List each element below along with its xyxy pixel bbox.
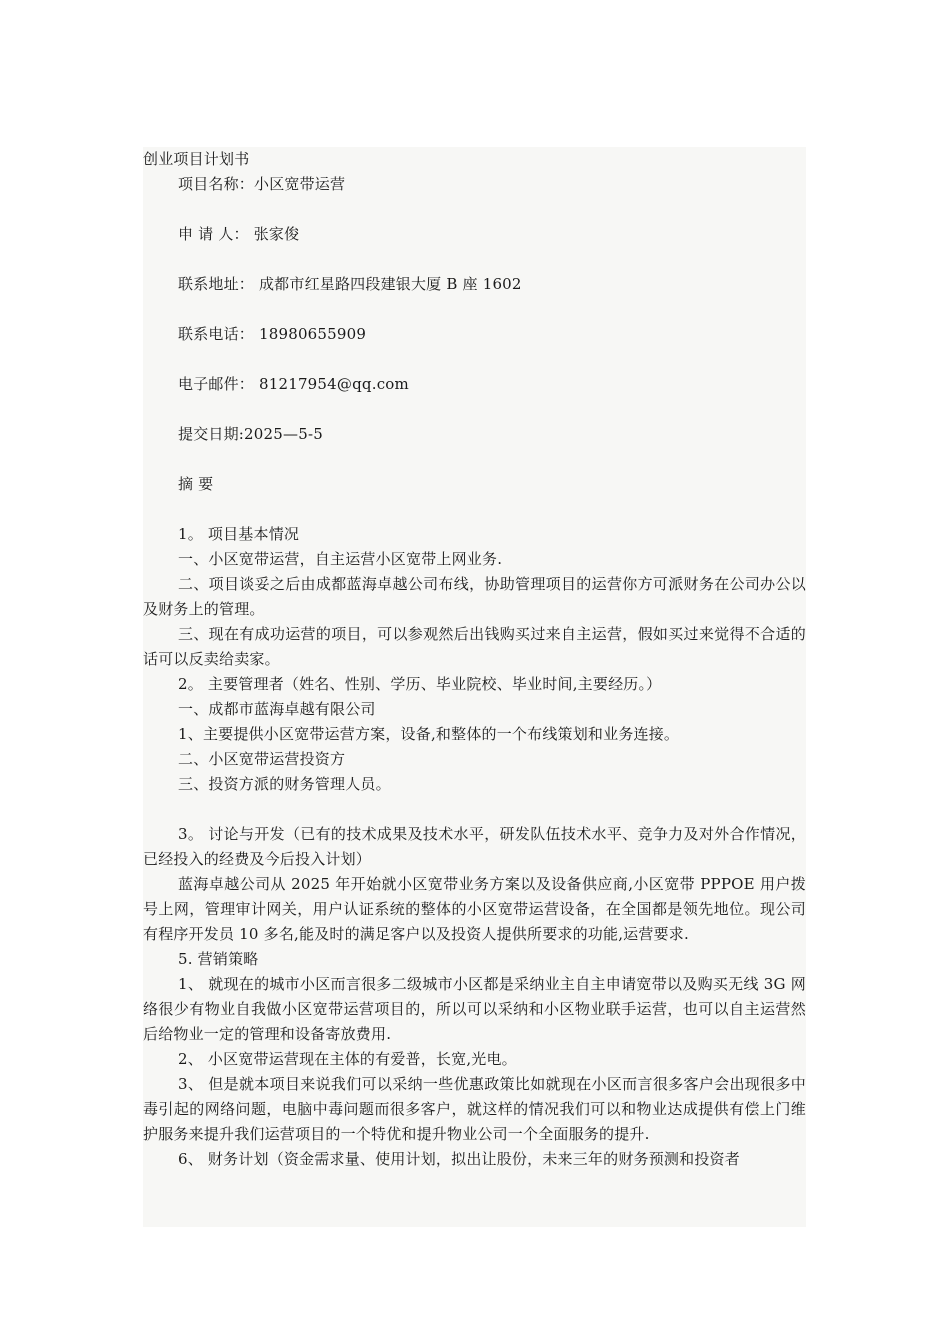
applicant: 申 请 人： 张家俊 [178,225,300,243]
paragraph: 一、成都市蓝海卓越有限公司 [178,700,376,718]
submit-date: 提交日期:2025—5-5 [178,425,323,443]
paragraph: 1、 就现在的城市小区而言很多二级城市小区都是采纳业主自主申请宽带以及购买无线 3G 网络很少有物业自我做小区宽带运营项目的，所以可以采纳和小区物业联手运营，也可以自主运营然后给物业一定的管理和设备寄放费用. [143,975,806,1043]
document-title: 创业项目计划书 [143,150,250,168]
contact-phone: 联系电话： 18980655909 [178,325,367,343]
paragraph: 蓝海卓越公司从 2025 年开始就小区宽带业务方案以及设备供应商,小区宽带 PPPOE 用户拨号上网，管理审计网关，用户认证系统的整体的小区宽带运营设备，在全国都是领先地位。现公司有程序开发员 10 多名,能及时的满足客户以及投资人提供所要求的功能,运营要求. [143,875,806,943]
document-page [143,147,806,1172]
project-name: 项目名称：小区宽带运营 [178,175,346,193]
contact-address: 联系地址： 成都市红星路四段建银大厦 B 座 1602 [178,275,522,293]
section-heading: 5. 营销策略 [178,950,259,968]
paragraph: 三、现在有成功运营的项目，可以参观然后出钱购买过来自主运营，假如买过来觉得不合适的话可以反卖给卖家。 [143,625,806,668]
abstract-heading: 摘 要 [178,475,214,493]
paragraph: 1、主要提供小区宽带运营方案，设备,和整体的一个布线策划和业务连接。 [178,725,680,743]
paragraph: 二、项目谈妥之后由成都蓝海卓越公司布线，协助管理项目的运营你方可派财务在公司办公以及财务上的管理。 [143,575,806,618]
paragraph: 三、投资方派的财务管理人员。 [178,775,391,793]
section-heading: 3。 讨论与开发（已有的技术成果及技术水平，研发队伍技术水平、竞争力及对外合作情况，已经投入的经费及今后投入计划） [143,825,806,868]
paragraph: 2、 小区宽带运营现在主体的有爱普，长宽,光电。 [178,1050,517,1068]
contact-email: 电子邮件： 81217954@qq.com [178,375,409,393]
paragraph: 一、小区宽带运营，自主运营小区宽带上网业务. [178,550,503,568]
paragraph: 二、小区宽带运营投资方 [178,750,346,768]
section-heading: 2。 主要管理者（姓名、性别、学历、毕业院校、毕业时间,主要经历。） [178,675,662,693]
section-heading: 1。 项目基本情况 [178,525,300,543]
section-heading: 6、 财务计划（资金需求量、使用计划，拟出让股份，未来三年的财务预测和投资者 [178,1150,740,1168]
paragraph: 3、 但是就本项目来说我们可以采纳一些优惠政策比如就现在小区而言很多客户会出现很多中毒引起的网络问题，电脑中毒问题而很多客户，就这样的情况我们可以和物业达成提供有偿上门维护服务来提升我们运营项目的一个特优和提升物业公司一个全面服务的提升. [143,1075,806,1143]
